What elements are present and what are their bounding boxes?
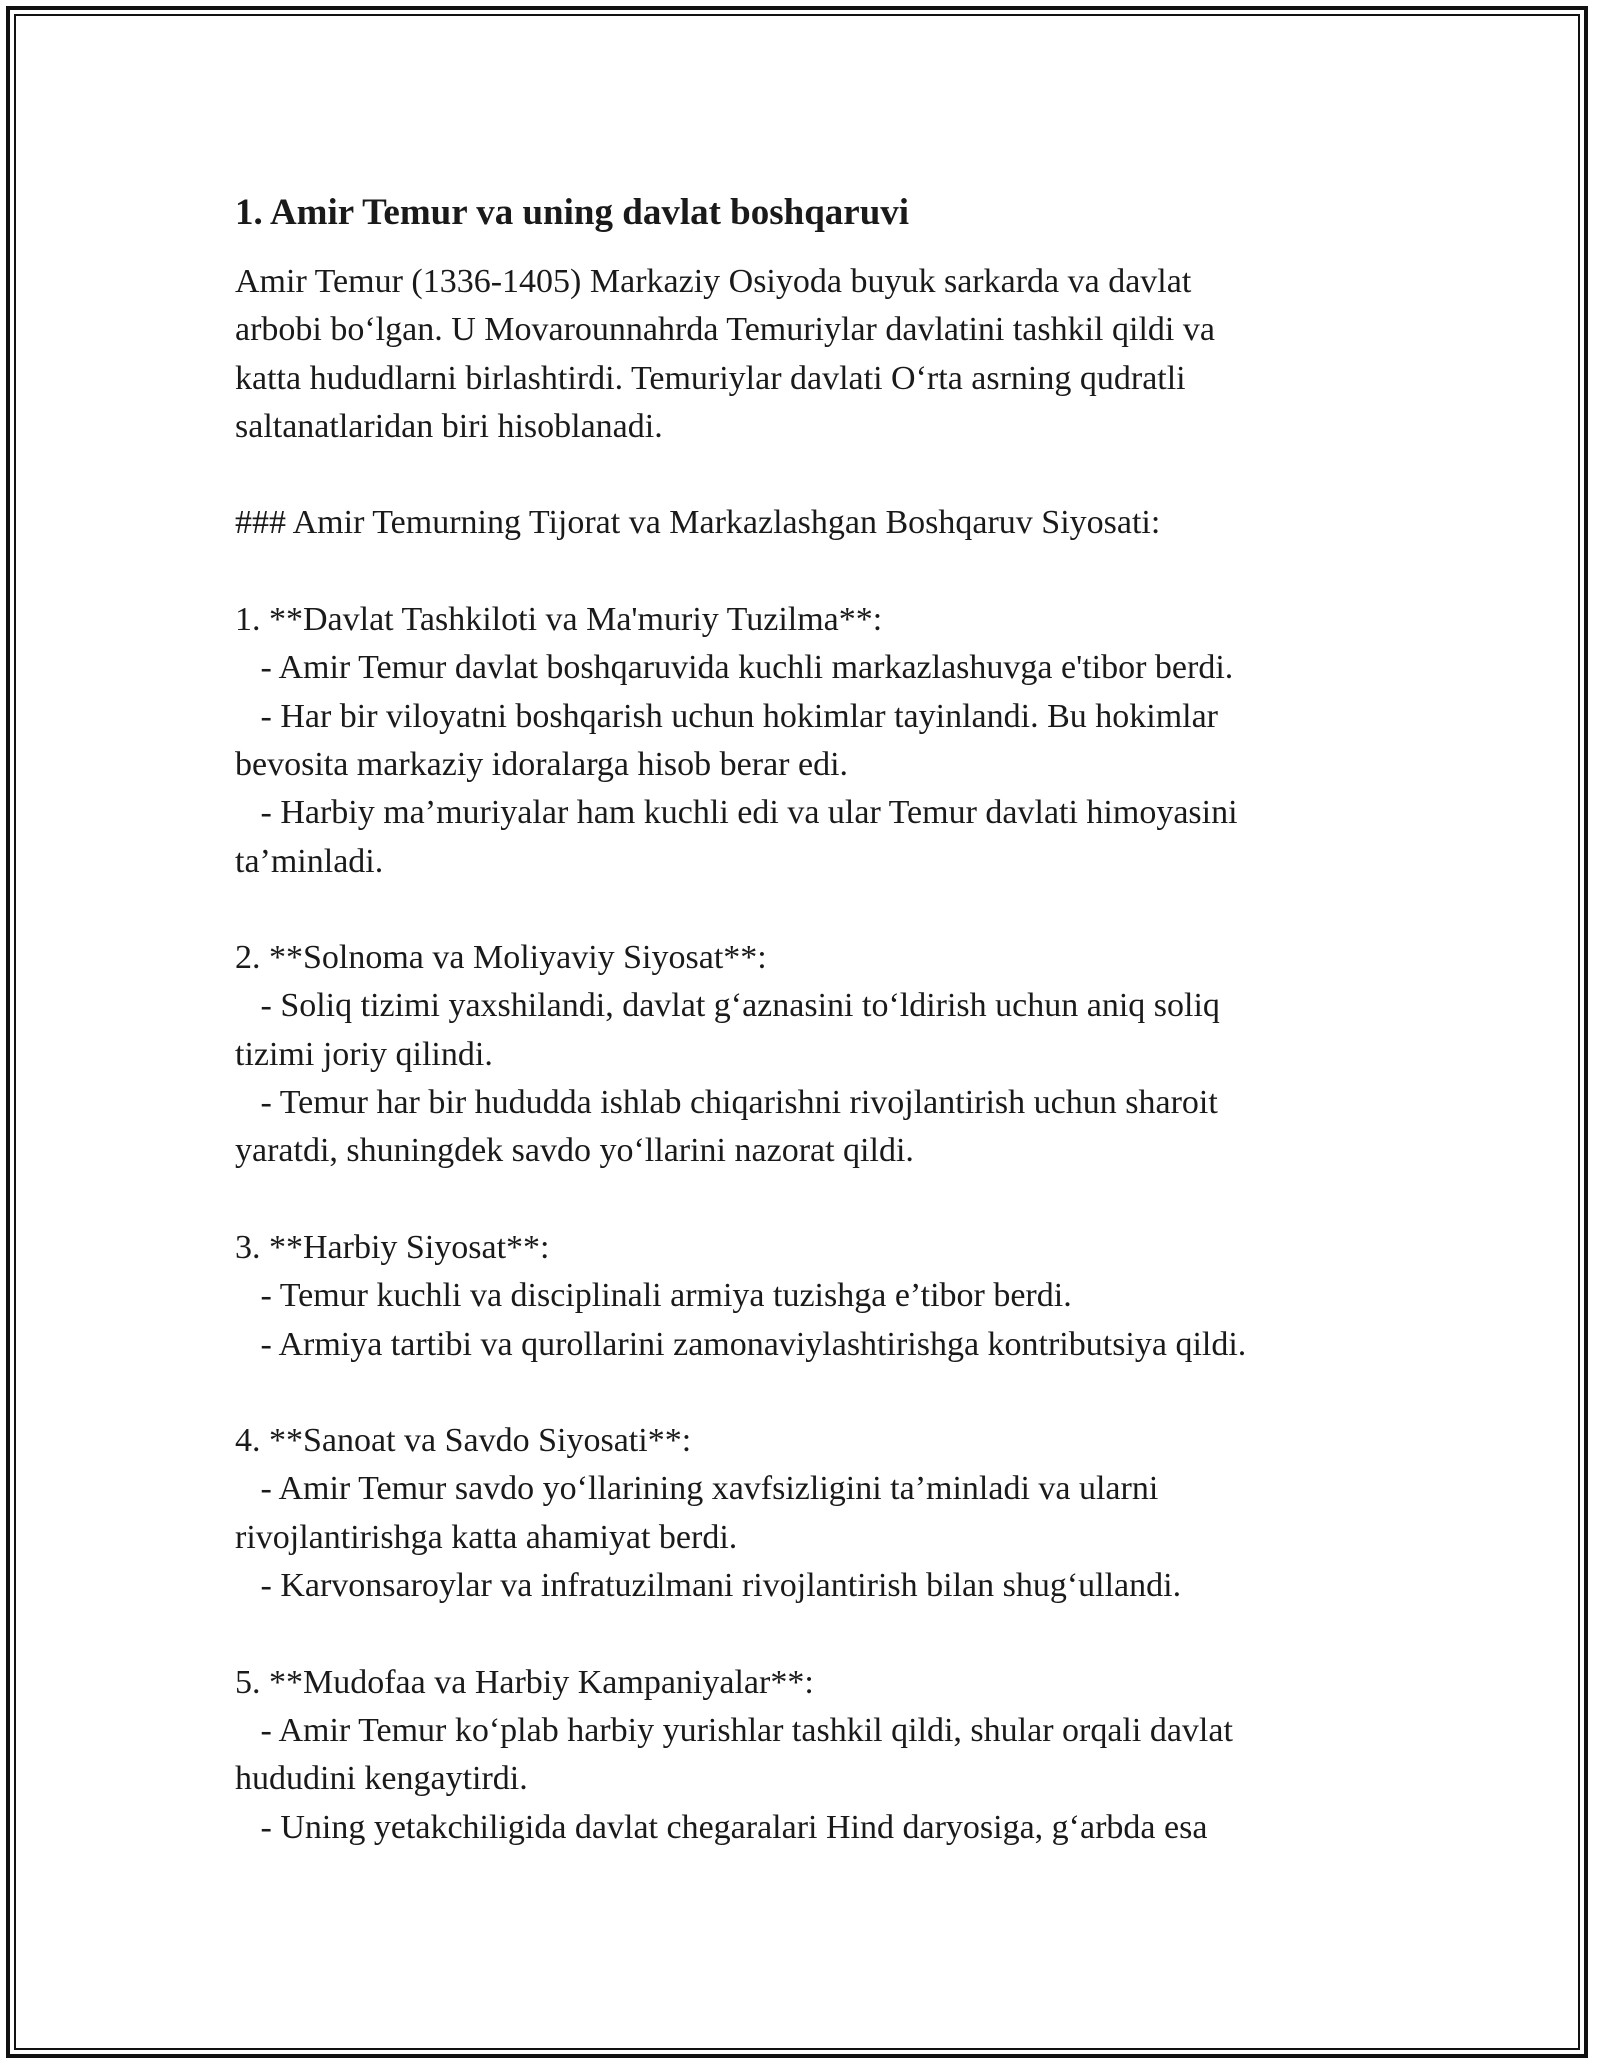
intro-line: Amir Temur (1336-1405) Markaziy Osiyoda buyuk sarkarda va davlat: [235, 263, 1192, 300]
blank-line: [235, 451, 1435, 499]
list-section-line: - Uning yetakchiligida davlat chegaralari Hind daryosiga, g‘arbda esa: [235, 1808, 1208, 1846]
list-section-line: - Amir Temur ko‘plab harbiy yurishlar tashkil qildi, shular orqali davlat: [235, 1711, 1233, 1749]
list-section-line: - Amir Temur davlat boshqaruvida kuchli markazlashuvga e'tibor berdi.: [235, 649, 1234, 687]
list-section-4: [235, 1417, 1435, 1610]
blank-line: [235, 1610, 1435, 1658]
intro-line: saltanatlaridan biri hisoblanadi.: [235, 407, 663, 445]
list-section-heading: 4. **Sanoat va Savdo Siyosati**:: [235, 1422, 692, 1460]
document-body: [235, 258, 1435, 1852]
list-section-line: bevosita markaziy idoralarga hisob berar edi.: [235, 745, 849, 783]
list-section-line: - Soliq tizimi yaxshilandi, davlat g‘aznasini to‘ldirish uchun aniq soliq: [235, 987, 1220, 1025]
list-section-2: [235, 934, 1435, 1175]
list-section-line: - Karvonsaroylar va infratuzilmani rivojlantirish bilan shug‘ullandi.: [235, 1567, 1182, 1605]
blank-line: [235, 886, 1435, 934]
intro-line: katta hududlarni birlashtirdi. Temuriylar davlati O‘rta asrning qudratli: [235, 359, 1186, 397]
list-section-heading: 5. **Mudofaa va Harbiy Kampaniyalar**:: [235, 1663, 814, 1701]
blank-line: [235, 1176, 1435, 1224]
list-section-line: hududini kengaytirdi.: [235, 1760, 528, 1798]
section-subheading: ### Amir Temurning Tijorat va Markazlashgan Boshqaruv Siyosati:: [235, 504, 1161, 542]
list-section-heading: 3. **Harbiy Siyosat**:: [235, 1228, 550, 1266]
list-section-line: - Amir Temur savdo yo‘llarining xavfsizligini ta’minladi va ularni: [235, 1470, 1159, 1508]
intro-paragraph: [235, 258, 1435, 451]
list-section-line: rivojlantirishga katta ahamiyat berdi.: [235, 1518, 738, 1556]
list-section-line: - Har bir viloyatni boshqarish uchun hokimlar tayinlandi. Bu hokimlar: [235, 697, 1218, 735]
list-section-heading: 1. **Davlat Tashkiloti va Ma'muriy Tuzilma**:: [235, 601, 883, 639]
blank-line: [235, 548, 1435, 596]
intro-line: arbobi bo‘lgan. U Movarounnahrda Temuriylar davlatini tashkil qildi va: [235, 311, 1215, 349]
list-section-line: ta’minladi.: [235, 842, 384, 880]
list-section-line: tizimi joriy qilindi.: [235, 1035, 493, 1073]
list-section-line: - Temur har bir hududda ishlab chiqarishni rivojlantirish uchun sharoit: [235, 1084, 1218, 1122]
list-section-5: [235, 1659, 1435, 1852]
list-section-line: - Temur kuchli va disciplinali armiya tuzishga e’tibor berdi.: [235, 1277, 1072, 1315]
document-title: 1. Amir Temur va uning davlat boshqaruvi: [235, 192, 910, 233]
list-section-line: - Harbiy ma’muriyalar ham kuchli edi va ular Temur davlati himoyasini: [235, 794, 1238, 832]
list-section-1: [235, 596, 1435, 886]
blank-line: [235, 1369, 1435, 1417]
list-section-heading: 2. **Solnoma va Moliyaviy Siyosat**:: [235, 939, 767, 977]
list-section-line: - Armiya tartibi va qurollarini zamonaviylashtirishga kontributsiya qildi.: [235, 1325, 1247, 1363]
document-page: [235, 188, 1435, 1852]
list-section-3: [235, 1224, 1435, 1369]
list-section-line: yaratdi, shuningdek savdo yo‘llarini nazorat qildi.: [235, 1132, 914, 1170]
